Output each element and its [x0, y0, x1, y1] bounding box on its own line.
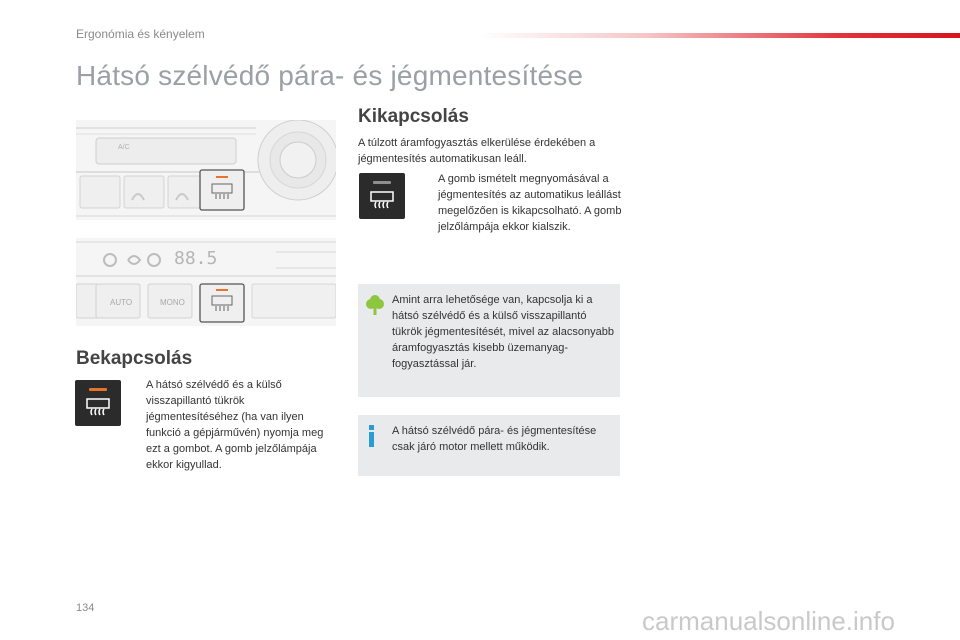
info-note-box — [358, 415, 620, 476]
auto-label: AUTO — [110, 298, 133, 307]
display-readout: 88.5 — [174, 248, 218, 269]
climate-panel-photo-bottom — [76, 238, 336, 326]
switch-off-intro: A túlzott áramfogyasztás elkerülése érdekében a jégmentesítés automatikusan leáll. — [358, 137, 596, 165]
climate-panel-photo-top — [76, 120, 336, 220]
header-accent-bar — [480, 33, 960, 38]
switch-off-heading: Kikapcsolás — [358, 106, 469, 127]
watermark: carmanualsonline.info — [642, 606, 895, 636]
rear-defrost-button-on — [75, 380, 121, 426]
ac-label: A/C — [118, 144, 130, 151]
rear-defrost-icon — [85, 398, 111, 418]
section-header: Ergonómia és kényelem — [76, 27, 205, 41]
eco-tree-icon — [366, 294, 384, 316]
page-title: Hátsó szélvédő pára- és jégmentesítése — [76, 60, 584, 91]
info-icon — [366, 425, 376, 447]
info-note-text: A hátsó szélvédő pára- és jégmentesítése csak járó motor mellett működik. — [392, 425, 597, 453]
indicator-led-off — [373, 181, 391, 184]
eco-note-box — [358, 284, 620, 397]
page-number: 134 — [76, 602, 95, 614]
switch-on-heading: Bekapcsolás — [76, 348, 193, 369]
switch-off-text: A gomb ismételt megnyomásával a jégmentesítés az automatikus leállást megelőzően is kikapcsolható. A gomb jelzőlámpája ekkor kialszik. — [438, 173, 622, 233]
mono-label: MONO — [160, 298, 185, 307]
rear-defrost-button-off — [359, 173, 405, 219]
indicator-led-on — [89, 388, 107, 391]
rear-defrost-icon — [369, 191, 395, 211]
switch-on-text: A hátsó szélvédő és a külső visszapillantó tükrök jégmentesítéséhez (ha van ilyen funkció a gépjárművén) nyomja meg ezt a gombot. A gomb jelzőlámpája ekkor kigyullad. — [146, 379, 324, 471]
eco-note-text: Amint arra lehetősége van, kapcsolja ki a hátsó szélvédő és a külső visszapillantó tükrök jégmentesítését, mivel az alacsonyabb áramfogyasztás kisebb üzemanyag-fogyasztással jár. — [392, 294, 614, 370]
